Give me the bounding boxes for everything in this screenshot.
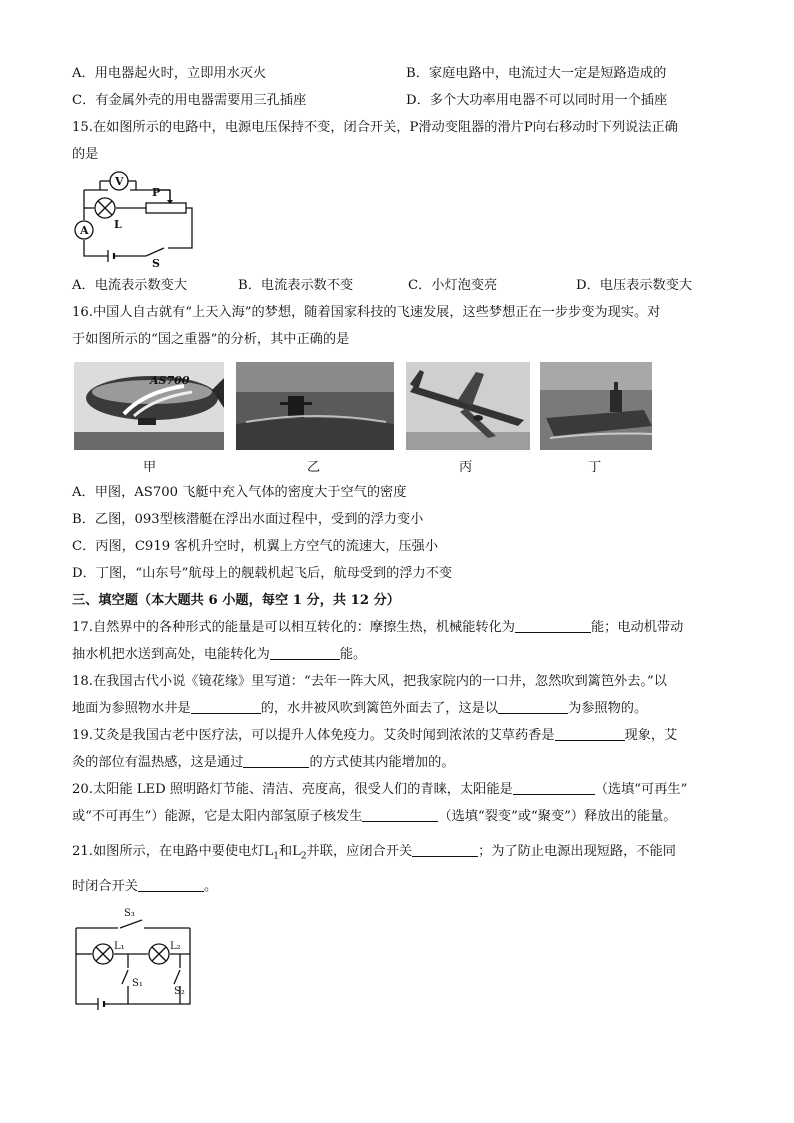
q14-option-c: C．有金属外壳的用电器需要用三孔插座 [72,93,307,108]
answer-blank[interactable] [270,645,340,660]
lamp-l1-label: L₁ [114,941,125,952]
answer-blank[interactable] [498,699,568,714]
q15-option-b: B．电流表示数不变 [238,278,354,293]
answer-blank[interactable] [515,618,591,633]
q20-line1: 20.太阳能 LED 照明路灯节能、清洁、亮度高，很受人们的青睐，太阳能是 （选填“可再生” [72,782,688,797]
airship-label: AS700 [150,374,190,387]
q19-line2: 灸的部位有温热感，这是通过 的方式使其内能增加的。 [72,755,455,770]
airship-photo [74,362,224,450]
q16-option-a: A．甲图，AS700 飞艇中充入气体的密度大于空气的密度 [72,485,407,500]
q18-line1: 18.在我国古代小说《镜花缘》里写道：“去年一阵大风，把我家院内的一口井，忽然吹到篱笆外去。”以 [72,674,667,689]
answer-blank[interactable] [191,699,261,714]
q14-option-d: D．多个大功率用电器不可以同时用一个插座 [406,93,668,108]
answer-blank[interactable] [412,842,478,857]
q15-stem-line1: 15.在如图所示的电路中，电源电压保持不变，闭合开关，P滑动变阻器的滑片P向右移动时下列说法正确 [72,120,678,135]
q16-option-d: D．丁图，“山东号”航母上的舰载机起飞后，航母受到的浮力不变 [72,566,453,581]
slider-label: P [152,186,161,199]
voltmeter-label: V [115,175,124,188]
q16-option-c: C．丙图，C919 客机升空时，机翼上方空气的流速大，压强小 [72,539,439,554]
q15-option-c: C．小灯泡变亮 [408,278,498,293]
submarine-photo [236,362,394,450]
switch-s3-label: S₃ [124,908,135,919]
switch-s1-label: S₁ [132,978,143,989]
carrier-photo [540,362,652,450]
lamp-label: L [114,218,122,231]
section-3-title: 三、填空题（本大题共 6 小题，每空 1 分，共 12 分） [72,593,400,608]
answer-blank[interactable] [243,753,309,768]
answer-blank[interactable] [362,807,438,822]
airliner-photo [406,362,530,450]
q16-stem-line2: 于如图所示的“国之重器”的分析，其中正确的是 [72,332,350,347]
q20-line2: 或“不可再生”）能源，它是太阳内部氢原子核发生 （选填“裂变”或“聚变”）释放出的能量。 [72,809,677,824]
ammeter-label: A [80,224,89,237]
q15-option-d: D．电压表示数变大 [576,278,693,293]
caption-bing: 丙 [459,460,473,475]
q21-line2: 时闭合开关 。 [72,879,218,894]
q16-stem-line1: 16.中国人自古就有“上天入海”的梦想，随着国家科技的飞速发展，这些梦想正在一步步变为现实。对 [72,305,661,320]
q15-option-a: A．电流表示数变大 [72,278,188,293]
caption-jia: 甲 [143,460,157,475]
q21-line1: 21.如图所示，在电路中要使电灯$L_1$和$L_2$并联，应闭合开关 ；为了防止电源出现短路，不能同 [72,844,676,862]
q18-line2: 地面为参照物水井是 的，水井被风吹到篱笆外面去了，这是以 为参照物的。 [72,701,648,716]
q15-circuit-diagram [70,168,200,268]
switch-label: S [152,257,160,268]
switch-s2-label: S₂ [174,986,185,997]
q14-option-a: A．用电器起火时，立即用水灭火 [72,66,267,81]
answer-blank[interactable] [513,780,595,795]
q17-line1: 17.自然界中的各种形式的能量是可以相互转化的：摩擦生热，机械能转化为 能；电动机带动 [72,620,684,635]
answer-blank[interactable] [138,877,204,892]
q14-option-b: B．家庭电路中，电流过大一定是短路造成的 [406,66,667,81]
caption-ding: 丁 [588,460,602,475]
lamp-l2-label: L₂ [170,941,181,952]
caption-yi: 乙 [307,460,321,475]
q19-line1: 19.艾灸是我国古老中医疗法，可以提升人体免疫力。艾灸时闻到浓浓的艾草药香是 现象，艾 [72,728,678,743]
q21-circuit-diagram [68,904,198,1014]
q15-stem-line2: 的是 [72,147,99,162]
q16-option-b: B．乙图，093型核潜艇在浮出水面过程中，受到的浮力变小 [72,512,424,527]
answer-blank[interactable] [555,726,625,741]
q17-line2: 抽水机把水送到高处，电能转化为 能。 [72,647,367,662]
